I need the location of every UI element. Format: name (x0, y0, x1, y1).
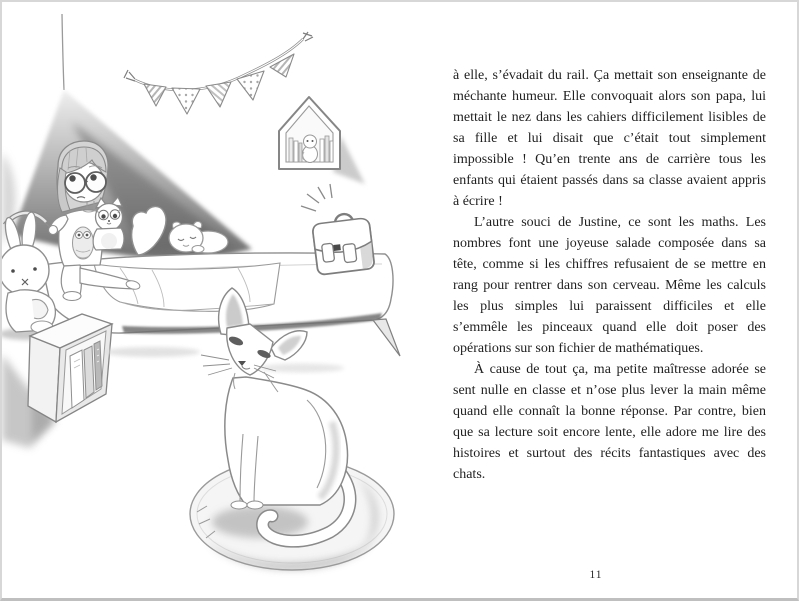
paragraph-2: L’autre souci de Justine, ce sont les maths. Les nombres font une joyeuse salade composée dans sa tête, comme si les chiffres refusaient de se mettre en rang pour rentrer dans son cerveau. Même les calculs les plus simples lui paraissent difficiles et elle s’emmêle les pinceaux quand elle doit poser des opérations sur son fichier de mathématiques. (453, 215, 766, 356)
floor-shading (104, 347, 344, 373)
bent-leg (61, 265, 81, 295)
body-text (453, 65, 766, 485)
foot (63, 292, 81, 301)
glasses-left-lens (65, 173, 85, 193)
eye-left (69, 175, 75, 181)
bunting-knot-left (124, 70, 135, 81)
house-shelf (279, 97, 365, 184)
owl-print (73, 227, 94, 259)
bedroom-illustration (2, 2, 447, 599)
bunting-flags (124, 32, 313, 114)
shelf-bird (303, 135, 318, 163)
glasses-right-lens (86, 172, 106, 192)
bed-leg (373, 319, 400, 356)
paragraph-3: À cause de tout ça, ma petite maîtresse adorée se sent nulle en classe et n’ose plus lever la main même quand elle connaît la bonne réponse. Par contre, bien que sa lecture soit encore lente, elle adore me lire des histoires et surtout des récits fantastiques avec des chats. (453, 362, 766, 482)
emphasis-lines (301, 184, 332, 211)
page-number: 11 (589, 569, 603, 581)
right-page (447, 2, 797, 599)
bunting-knot-right (303, 32, 313, 41)
left-page (2, 2, 447, 599)
eye-right (90, 174, 96, 180)
satchel-buckle (333, 244, 341, 251)
paragraph-1: à elle, s’évadait du rail. Ça mettait son enseignante de méchante humeur. Elle convoquait alors son papa, lui mettait le nez dans les cahiers difficilement lisibles de sa fille et lui disait que c’était tout simplement impossible ! Qu’en trente ans de carrière tous les enfants qui étaient passés dans sa classe avaient appris à écrire ! (453, 68, 766, 209)
plush-cat (93, 197, 124, 250)
wall-corner-shadow (2, 14, 252, 261)
